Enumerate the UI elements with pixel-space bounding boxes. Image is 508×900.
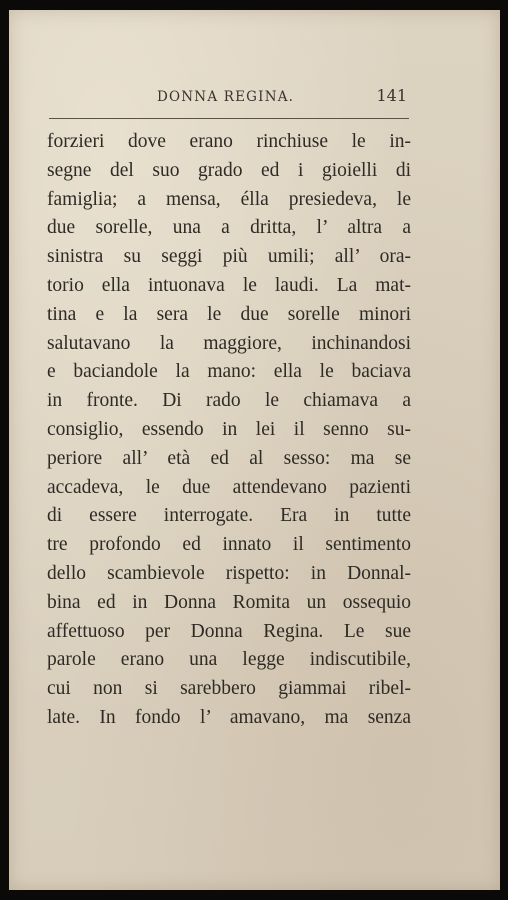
running-title: DONNA REGINA.	[157, 89, 295, 105]
text-line: due sorelle, una a dritta, l’ altra a	[47, 217, 411, 239]
text-line: late. In fondo l’ amavano, ma senza	[47, 706, 411, 728]
text-line: dello scambievole rispetto: in Donnal-	[47, 562, 411, 584]
header-rule	[49, 118, 409, 119]
text-line: e baciandole la mano: ella le baciava	[47, 361, 411, 383]
text-line: periore all’ età ed al sesso: ma se	[47, 447, 411, 469]
text-line: segne del suo grado ed i gioielli di	[47, 159, 411, 181]
page-header	[47, 76, 409, 112]
text-line: salutavano la maggiore, inchinandosi	[47, 332, 411, 354]
text-line: accadeva, le due attendevano pazienti	[47, 476, 411, 498]
text-line: di essere interrogate. Era in tutte	[47, 505, 411, 527]
text-line: forzieri dove erano rinchiuse le in-	[47, 131, 411, 152]
text-line: famiglia; a mensa, élla presiedeva, le	[47, 188, 411, 210]
text-line: bina ed in Donna Romita un ossequio	[47, 591, 411, 613]
text-line: in fronte. Di rado le chiamava a	[47, 390, 411, 412]
text-line: tina e la sera le due sorelle minori	[47, 303, 411, 325]
text-line: consiglio, essendo in lei il senno su-	[47, 418, 411, 440]
text-line: cui non si sarebbero giammai ribel-	[47, 678, 411, 700]
text-line: tre profondo ed innato il sentimento	[47, 534, 411, 556]
text-line: sinistra su seggi più umili; all’ ora-	[47, 246, 411, 268]
text-line: parole erano una legge indiscutibile,	[47, 649, 411, 671]
text-line: torio ella intuonava le laudi. La mat-	[47, 274, 411, 296]
page-number: 141	[376, 86, 407, 105]
text-line: affettuoso per Donna Regina. Le sue	[47, 620, 411, 642]
book-page	[9, 10, 500, 890]
body-text	[47, 128, 411, 733]
